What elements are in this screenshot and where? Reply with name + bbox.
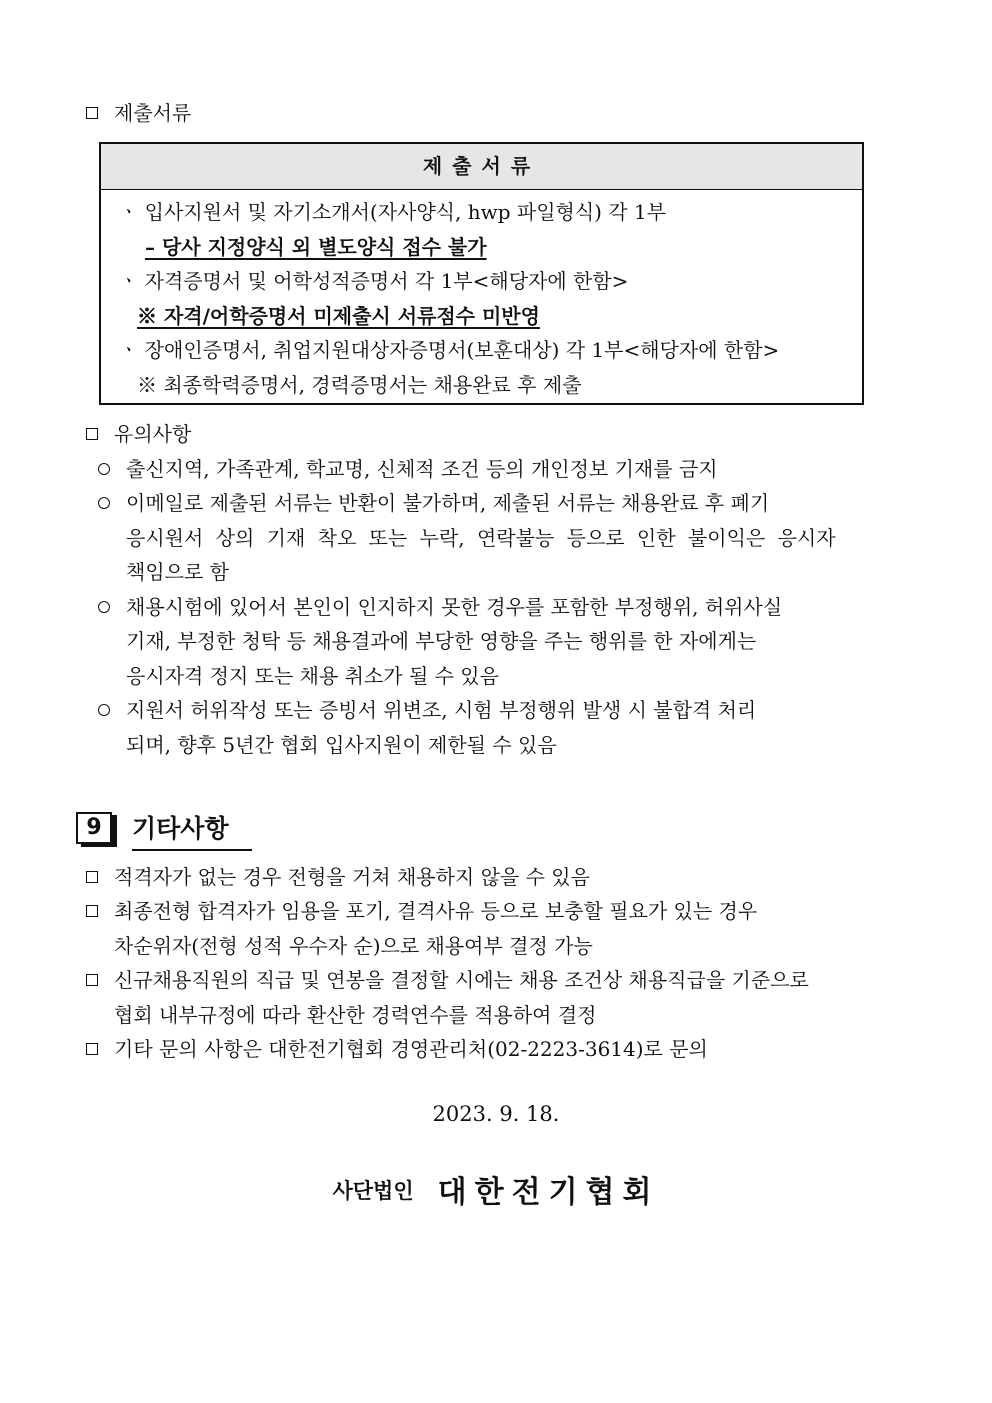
etc-item: 적격자가 없는 경우 전형을 거쳐 채용하지 않을 수 있음 (86, 863, 590, 891)
note-continuation: 기재, 부정한 청탁 등 채용결과에 부당한 영향을 주는 행위를 한 자에게는 (126, 629, 757, 653)
org-prefix: 사단법인 (332, 1178, 414, 1203)
etc-continuation: 협회 내부규정에 따라 환산한 경력연수를 적용하여 결정 (114, 1003, 597, 1027)
circle-bullet-icon (98, 497, 110, 509)
note-item: 지원서 허위작성 또는 증빙서 위변조, 시험 부정행위 발생 시 불합격 처리 (98, 696, 756, 724)
box-line-1: ㆍ 입사지원서 및 자기소개서(자사양식, hwp 파일형식) 각 1부 (119, 200, 667, 224)
note-item: 출신지역, 가족관계, 학교명, 신체적 조건 등의 개인정보 기재를 금지 (98, 455, 718, 483)
note-continuation: 응시자격 정지 또는 채용 취소가 될 수 있음 (126, 664, 499, 688)
submit-docs-box (99, 142, 864, 405)
checkbox-square-icon (86, 905, 98, 917)
checkbox-square-icon (86, 428, 98, 440)
submit-docs-heading: 제출서류 (86, 99, 191, 127)
checkbox-square-icon (86, 107, 98, 119)
box-line-6: ※ 최종학력증명서, 경력증명서는 채용완료 후 제출 (137, 373, 582, 397)
box-line-3: ㆍ 자격증명서 및 어학성적증명서 각 1부<해당자에 한함> (119, 269, 629, 293)
box-line-4: ※ 자격/어학증명서 미제출시 서류점수 미반영 (137, 304, 540, 328)
circle-bullet-icon (98, 704, 110, 716)
circle-bullet-icon (98, 601, 110, 613)
note-item: 이메일로 제출된 서류는 반환이 불가하며, 제출된 서류는 채용완료 후 폐기 (98, 489, 769, 517)
organization-signature (0, 1167, 992, 1211)
box-header: 제출서류 (101, 144, 862, 190)
note-continuation: 책임으로 함 (126, 560, 229, 584)
etc-item: 기타 문의 사항은 대한전기협회 경영관리처(02-2223-3614)로 문의 (86, 1035, 708, 1063)
etc-item: 신규채용직원의 직급 및 연봉을 결정할 시에는 채용 조건상 채용직급을 기준으로 (86, 966, 809, 994)
checkbox-square-icon (86, 1043, 98, 1055)
note-continuation: 응시원서 상의 기재 착오 또는 누락, 연락불능 등으로 인한 불이익은 응시자 (126, 526, 836, 550)
circle-bullet-icon (98, 463, 110, 475)
checkbox-square-icon (86, 974, 98, 986)
box-line-5: ㆍ 장애인증명서, 취업지원대상자증명서(보훈대상) 각 1부<해당자에 한함> (119, 338, 780, 362)
notes-heading: 유의사항 (86, 420, 191, 448)
document-date: 2023. 9. 18. (432, 1102, 560, 1126)
checkbox-square-icon (86, 871, 98, 883)
org-name: 대한전기협회 (437, 1175, 660, 1210)
note-continuation: 되며, 향후 5년간 협회 입사지원이 제한될 수 있음 (126, 733, 557, 757)
note-item: 채용시험에 있어서 본인이 인지하지 못한 경우를 포함한 부정행위, 허위사실 (98, 593, 782, 621)
section-title: 기타사항 (132, 811, 252, 851)
box-line-2: – 당사 지정양식 외 별도양식 접수 불가 (145, 235, 487, 259)
etc-continuation: 차순위자(전형 성적 우수자 순)으로 채용여부 결정 가능 (114, 934, 593, 958)
section-number-badge: 9 (76, 812, 112, 844)
etc-item: 최종전형 합격자가 임용을 포기, 결격사유 등으로 보충할 필요가 있는 경우 (86, 897, 757, 925)
